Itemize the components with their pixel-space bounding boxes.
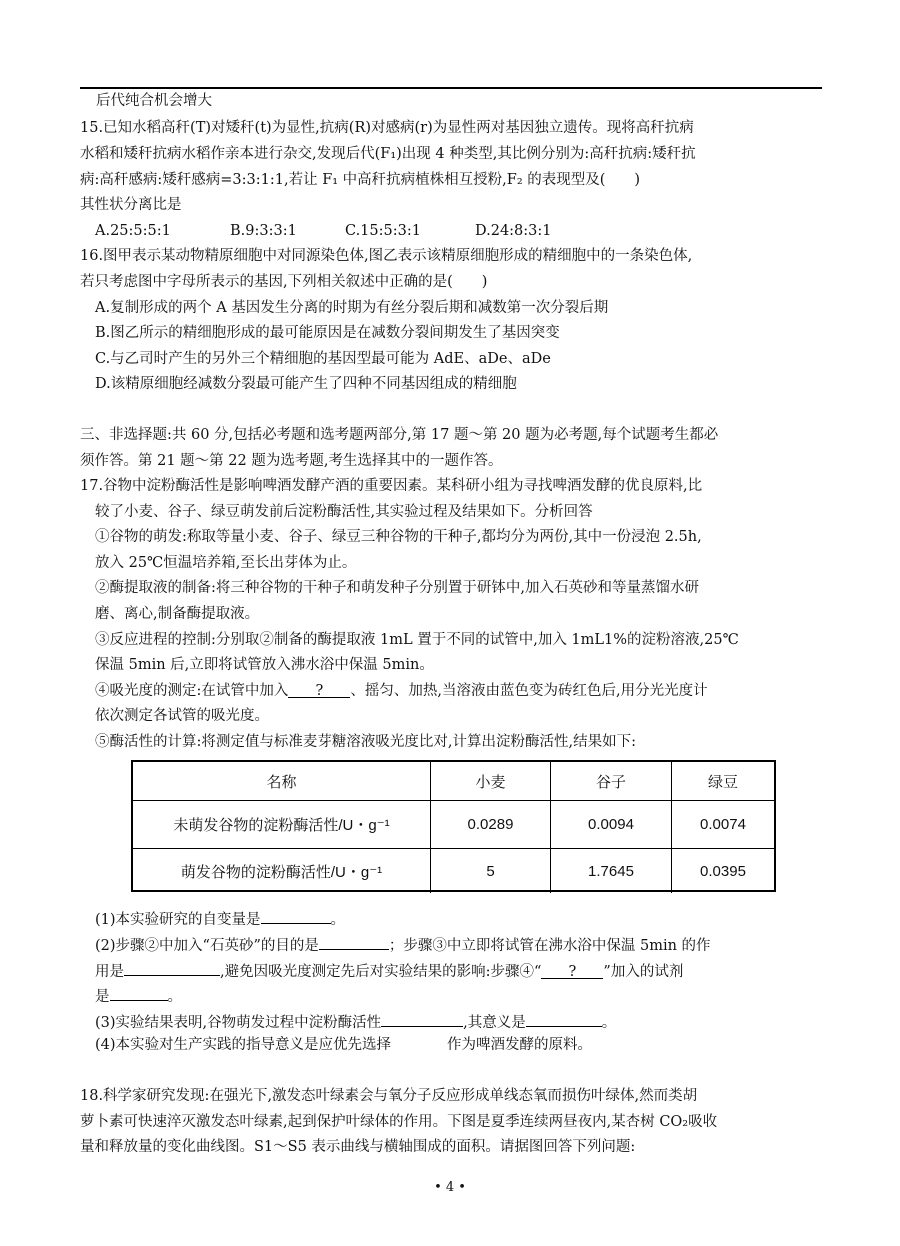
q17-line-2: 较了小麦、谷子、绿豆萌发前后淀粉酶活性,其实验过程及结果如下。分析回答	[95, 504, 593, 520]
q17-line-1: 17.谷物中淀粉酶活性是影响啤酒发酵产酒的重要因素。某科研小组为寻找啤酒发酵的优良原料,比	[80, 478, 703, 494]
subq1-text: (1)本实验研究的自变量是	[95, 912, 261, 928]
answer-blank	[261, 908, 331, 924]
step1-line-1: ①谷物的萌发:称取等量小麦、谷子、绿豆三种谷物的干种子,都均分为两份,其中一份浸泡 2.5h,	[95, 529, 702, 545]
subq2-text-b: ；步骤③中立即将试管在沸水浴中保温 5min 的作	[388, 938, 711, 954]
step4-line-2: 依次测定各试管的吸光度。	[95, 708, 269, 724]
table-header-mungbean: 绿豆	[671, 762, 774, 800]
table-row	[133, 800, 774, 848]
subq4-line	[95, 1036, 592, 1054]
section-three-line-1: 三、非选择题:共 60 分,包括必考题和选考题两部分,第 17 题～第 20 题为必考题,每个试题考生都必	[80, 427, 719, 443]
table-cell: 0.0395	[671, 849, 774, 893]
subq1-end: 。	[330, 912, 346, 928]
answer-blank	[110, 985, 168, 1001]
step4-reference-blank: ?	[541, 963, 603, 979]
table-header-name: 名称	[266, 773, 297, 791]
step2-line-2: 磨、离心,制备酶提取液。	[95, 606, 260, 622]
table-cell: 0.0094	[550, 801, 671, 848]
section-three-line-2: 须作答。第 21 题～第 22 题为选考题,考生选择其中的一题作答。	[80, 453, 503, 469]
q18-line-1: 18.科学家研究发现:在强光下,激发态叶绿素会与氧分子反应形成单线态氧而损伤叶绿体,然而类胡	[80, 1088, 698, 1104]
subq3-line	[95, 1011, 616, 1032]
q15-line-1: 15.已知水稻高秆(T)对矮秆(t)为显性,抗病(R)对感病(r)为显性两对基因独立遗传。现将高秆抗病	[80, 120, 694, 136]
answer-blank	[319, 934, 389, 950]
answer-blank	[526, 1011, 602, 1027]
step3-line-1: ③反应进程的控制:分别取②制备的酶提取液 1mL 置于不同的试管中,加入 1mL1%的淀粉溶液,25℃	[95, 632, 739, 648]
q15-option-d: D.24:8:3:1	[475, 223, 552, 239]
subq2-text-c: 用是	[95, 964, 124, 980]
table-header-millet: 谷子	[550, 762, 671, 800]
page-number: • 4 •	[434, 1180, 466, 1195]
step4-text-b: 、摇匀、加热,当溶液由蓝色变为砖红色后,用分光光度计	[350, 683, 708, 699]
q15-line-4: 其性状分离比是	[80, 197, 182, 213]
step4-line-1	[95, 682, 708, 700]
subq2-line-2	[95, 960, 683, 981]
q16-option-a: A.复制形成的两个 A 基因发生分离的时期为有丝分裂后期和减数第一次分裂后期	[95, 300, 609, 316]
subq2-text-f: 是	[95, 989, 110, 1005]
table-cell: 5	[430, 849, 550, 893]
q15-line-2: 水稻和矮秆抗病水稻作亲本进行杂交,发现后代(F₁)出现 4 种类型,其比例分别为:高秆抗病:矮秆抗	[80, 146, 696, 162]
table-cell: 0.0289	[430, 801, 550, 848]
subq4-text-a: (4)本实验对生产实践的指导意义是应优先选择	[95, 1037, 392, 1053]
subq1-line	[95, 908, 345, 929]
q16-option-b: B.图乙所示的精细胞形成的最可能原因是在减数分裂间期发生了基因突变	[95, 325, 560, 341]
subq2-text-e: ”加入的试剂	[603, 964, 684, 980]
subq2-text-d: ,避免因吸光度测定先后对实验结果的影响:步骤④“	[220, 964, 542, 980]
step4-blank: ?	[288, 682, 350, 698]
step5-line: ⑤酶活性的计算:将测定值与标准麦芽糖溶液吸光度比对,计算出淀粉酶活性,结果如下:	[95, 734, 636, 750]
table-cell: 未萌发谷物的淀粉酶活性/U・g⁻¹	[173, 817, 390, 834]
table-header-wheat: 小麦	[430, 762, 550, 800]
table-cell: 0.0074	[671, 801, 774, 848]
enzyme-activity-table	[131, 760, 776, 892]
subq2-line-1	[95, 934, 711, 955]
q15-option-c: C.15:5:3:1	[345, 223, 421, 239]
q15-options	[95, 222, 552, 240]
answer-blank	[381, 1011, 463, 1027]
q18-line-2: 萝卜素可快速淬灭激发态叶绿素,起到保护叶绿体的作用。下图是夏季连续两昼夜内,某杏树 CO₂吸收	[80, 1114, 718, 1130]
step3-line-2: 保温 5min 后,立即将试管放入沸水浴中保温 5min。	[95, 657, 434, 673]
table-header-row	[133, 762, 774, 800]
q16-line-1: 16.图甲表示某动物精原细胞中对同源染色体,图乙表示该精原细胞形成的精细胞中的一条染色体,	[80, 248, 693, 264]
subq4-text-b: 作为啤酒发酵的原料。	[447, 1037, 593, 1053]
q15-line-3: 病:高秆感病:矮秆感病=3:3:1:1,若让 F₁ 中高秆抗病植株相互授粉,F₂ 的表现型及( )	[80, 172, 641, 188]
subq3-text-a: (3)实验结果表明,谷物萌发过程中淀粉酶活性	[95, 1015, 382, 1031]
q16-option-c: C.与乙司时产生的另外三个精细胞的基因型最可能为 AdE、aDe、aDe	[95, 351, 551, 367]
table-cell: 1.7645	[550, 849, 671, 893]
answer-blank	[124, 960, 220, 976]
q16-option-d: D.该精原细胞经减数分裂最可能产生了四种不同基因组成的精细胞	[95, 376, 517, 392]
subq3-text-b: ,其意义是	[463, 1015, 526, 1031]
q15-option-a: A.25:5:5:1	[95, 223, 171, 239]
top-rule	[80, 87, 822, 89]
step4-text-a: ④吸光度的测定:在试管中加入	[95, 683, 289, 699]
subq2-text-a: (2)步骤②中加入“石英砂”的目的是	[95, 938, 319, 954]
q18-line-3: 量和释放量的变化曲线图。S1～S5 表示曲线与横轴围成的面积。请据图回答下列问题:	[80, 1139, 636, 1155]
step1-line-2: 放入 25℃恒温培养箱,至长出芽体为止。	[95, 555, 357, 571]
table-cell: 萌发谷物的淀粉酶活性/U・g⁻¹	[180, 863, 383, 881]
subq3-end: 。	[601, 1015, 617, 1031]
q15-option-b: B.9:3:3:1	[230, 223, 297, 239]
subq2-end: 。	[167, 989, 182, 1005]
step2-line-1: ②酶提取液的制备:将三种谷物的干种子和萌发种子分别置于研钵中,加入石英砂和等量蒸馏水研	[95, 580, 699, 596]
continued-text: 后代纯合机会增大	[96, 93, 212, 109]
subq2-line-3	[95, 985, 182, 1006]
q16-line-2: 若只考虑图中字母所表示的基因,下列相关叙述中正确的是( )	[80, 274, 488, 290]
table-row	[133, 848, 774, 893]
